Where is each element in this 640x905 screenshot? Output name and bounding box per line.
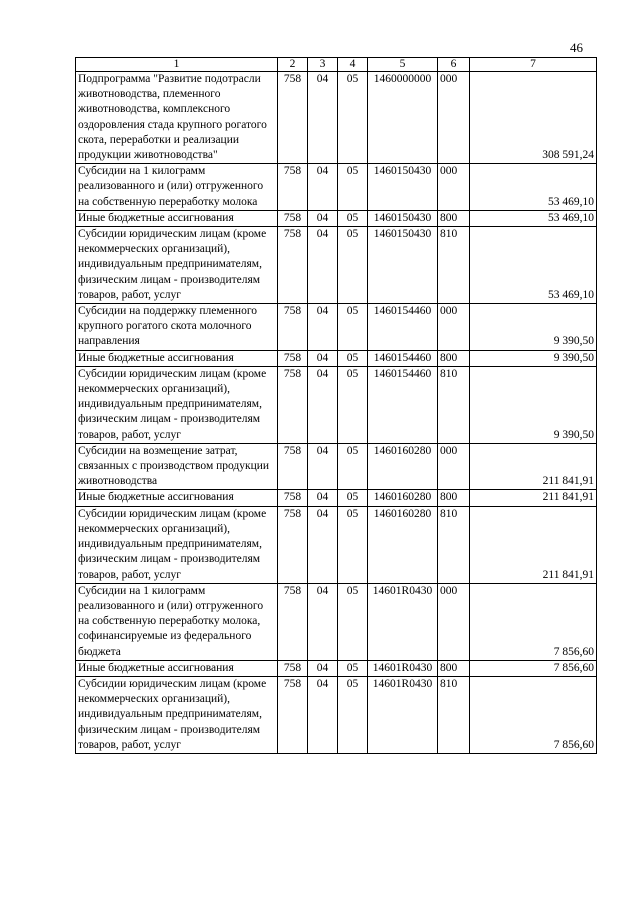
- header-col-3: 3: [308, 58, 338, 72]
- row-code-admin: 758: [278, 350, 308, 366]
- row-code-target: 1460150430: [368, 210, 438, 226]
- row-code-section: 04: [308, 210, 338, 226]
- row-code-target: 14601R0430: [368, 676, 438, 753]
- row-name: Субсидии на 1 килограмм реализованного и (или) отгруженного на собственную переработку молока, софинансируемые из федерального бюджета: [76, 583, 278, 660]
- row-name: Субсидии на 1 килограмм реализованного и (или) отгруженного на собственную переработку молока: [76, 164, 278, 211]
- row-amount: 9 390,50: [470, 366, 597, 443]
- row-code-admin: 758: [278, 443, 308, 490]
- row-amount: 9 390,50: [470, 304, 597, 351]
- row-code-subsection: 05: [338, 366, 368, 443]
- row-name: Иные бюджетные ассигнования: [76, 660, 278, 676]
- row-code-subsection: 05: [338, 227, 368, 304]
- row-code-admin: 758: [278, 676, 308, 753]
- row-code-subsection: 05: [338, 443, 368, 490]
- row-code-admin: 758: [278, 660, 308, 676]
- row-name: Подпрограмма "Развитие подотрасли животноводства, племенного животноводства, комплексного оздоровления стада крупного рогатого скота, переработки и реализации продукции животноводства": [76, 72, 278, 164]
- row-code-admin: 758: [278, 366, 308, 443]
- row-code-expense-type: 800: [438, 660, 470, 676]
- row-amount: 7 856,60: [470, 660, 597, 676]
- row-code-target: 1460154460: [368, 350, 438, 366]
- row-name: Субсидии на поддержку племенного крупного рогатого скота молочного направления: [76, 304, 278, 351]
- header-col-5: 5: [368, 58, 438, 72]
- row-code-admin: 758: [278, 227, 308, 304]
- row-code-expense-type: 810: [438, 676, 470, 753]
- row-code-expense-type: 000: [438, 72, 470, 164]
- row-code-section: 04: [308, 660, 338, 676]
- row-code-subsection: 05: [338, 676, 368, 753]
- row-code-target: 1460150430: [368, 227, 438, 304]
- row-amount: 9 390,50: [470, 350, 597, 366]
- row-code-section: 04: [308, 583, 338, 660]
- table-row: [76, 350, 597, 366]
- row-code-expense-type: 000: [438, 443, 470, 490]
- row-code-subsection: 05: [338, 583, 368, 660]
- table-row: [76, 227, 597, 304]
- table-row: [76, 660, 597, 676]
- row-code-subsection: 05: [338, 164, 368, 211]
- row-code-section: 04: [308, 227, 338, 304]
- row-amount: 53 469,10: [470, 164, 597, 211]
- row-code-expense-type: 810: [438, 227, 470, 304]
- row-code-expense-type: 800: [438, 210, 470, 226]
- row-amount: 211 841,91: [470, 506, 597, 583]
- row-code-section: 04: [308, 490, 338, 506]
- row-code-subsection: 05: [338, 210, 368, 226]
- row-name: Иные бюджетные ассигнования: [76, 490, 278, 506]
- row-code-expense-type: 000: [438, 304, 470, 351]
- row-code-section: 04: [308, 350, 338, 366]
- table-row: [76, 210, 597, 226]
- row-amount: 7 856,60: [470, 583, 597, 660]
- row-code-admin: 758: [278, 304, 308, 351]
- table-row: [76, 72, 597, 164]
- row-code-subsection: 05: [338, 506, 368, 583]
- row-code-target: 1460160280: [368, 490, 438, 506]
- row-name: Субсидии на возмещение затрат, связанных с производством продукции животноводства: [76, 443, 278, 490]
- row-code-target: 1460000000: [368, 72, 438, 164]
- header-col-7: 7: [470, 58, 597, 72]
- row-code-expense-type: 000: [438, 583, 470, 660]
- row-code-section: 04: [308, 506, 338, 583]
- row-name: Иные бюджетные ассигнования: [76, 210, 278, 226]
- header-col-4: 4: [338, 58, 368, 72]
- table-row: [76, 443, 597, 490]
- row-code-target: 1460154460: [368, 366, 438, 443]
- budget-table: [75, 57, 597, 754]
- row-code-expense-type: 000: [438, 164, 470, 211]
- row-amount: 53 469,10: [470, 227, 597, 304]
- row-code-expense-type: 800: [438, 490, 470, 506]
- row-code-subsection: 05: [338, 350, 368, 366]
- row-code-target: 1460150430: [368, 164, 438, 211]
- row-code-target: 14601R0430: [368, 660, 438, 676]
- row-code-expense-type: 800: [438, 350, 470, 366]
- row-code-section: 04: [308, 304, 338, 351]
- row-name: Субсидии юридическим лицам (кроме некоммерческих организаций), индивидуальным предпринимателям, физическим лицам - производителям товаров, работ, услуг: [76, 506, 278, 583]
- table-row: [76, 506, 597, 583]
- row-code-admin: 758: [278, 583, 308, 660]
- row-amount: 211 841,91: [470, 490, 597, 506]
- row-amount: 211 841,91: [470, 443, 597, 490]
- table-row: [76, 676, 597, 753]
- row-amount: 7 856,60: [470, 676, 597, 753]
- row-code-admin: 758: [278, 210, 308, 226]
- row-name: Субсидии юридическим лицам (кроме некоммерческих организаций), индивидуальным предпринимателям, физическим лицам - производителям товаров, работ, услуг: [76, 676, 278, 753]
- row-name: Иные бюджетные ассигнования: [76, 350, 278, 366]
- header-row: [76, 58, 597, 72]
- row-code-section: 04: [308, 164, 338, 211]
- row-code-target: 1460160280: [368, 443, 438, 490]
- table-row: [76, 366, 597, 443]
- row-code-admin: 758: [278, 506, 308, 583]
- row-name: Субсидии юридическим лицам (кроме некоммерческих организаций), индивидуальным предпринимателям, физическим лицам - производителям товаров, работ, услуг: [76, 366, 278, 443]
- table-row: [76, 583, 597, 660]
- row-code-target: 1460160280: [368, 506, 438, 583]
- page-number: 46: [570, 40, 583, 55]
- row-code-section: 04: [308, 443, 338, 490]
- table-row: [76, 164, 597, 211]
- header-col-2: 2: [278, 58, 308, 72]
- row-code-admin: 758: [278, 164, 308, 211]
- row-code-section: 04: [308, 366, 338, 443]
- row-code-expense-type: 810: [438, 366, 470, 443]
- row-code-section: 04: [308, 72, 338, 164]
- header-col-6: 6: [438, 58, 470, 72]
- row-code-section: 04: [308, 676, 338, 753]
- row-code-subsection: 05: [338, 304, 368, 351]
- table-row: [76, 490, 597, 506]
- header-col-1: 1: [76, 58, 278, 72]
- row-code-subsection: 05: [338, 660, 368, 676]
- row-code-subsection: 05: [338, 490, 368, 506]
- row-code-admin: 758: [278, 72, 308, 164]
- row-name: Субсидии юридическим лицам (кроме некоммерческих организаций), индивидуальным предпринимателям, физическим лицам - производителям товаров, работ, услуг: [76, 227, 278, 304]
- row-code-target: 1460154460: [368, 304, 438, 351]
- row-code-admin: 758: [278, 490, 308, 506]
- row-code-expense-type: 810: [438, 506, 470, 583]
- row-amount: 53 469,10: [470, 210, 597, 226]
- row-amount: 308 591,24: [470, 72, 597, 164]
- row-code-target: 14601R0430: [368, 583, 438, 660]
- table-row: [76, 304, 597, 351]
- row-code-subsection: 05: [338, 72, 368, 164]
